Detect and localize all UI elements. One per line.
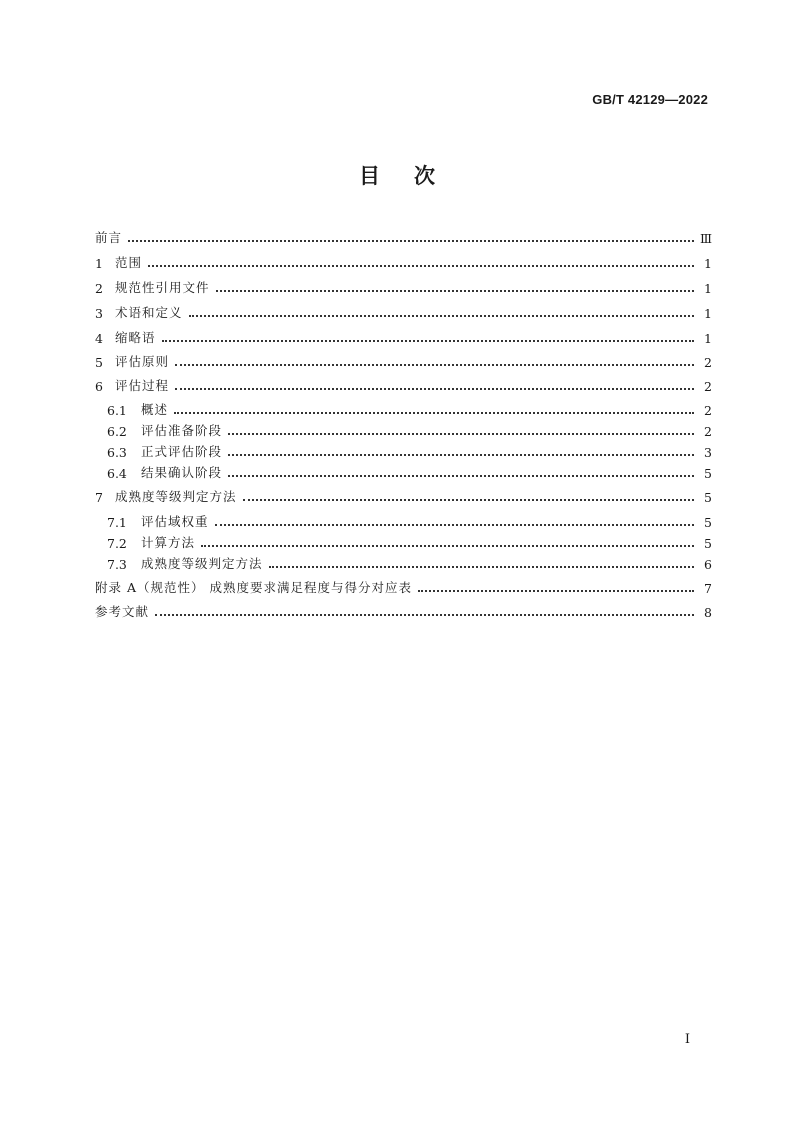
toc-label: 缩略语 (115, 330, 156, 345)
toc-entry-7-2[interactable] (107, 531, 712, 551)
toc-label: 术语和定义 (115, 305, 183, 320)
toc-entry-abbreviations[interactable] (95, 326, 712, 346)
toc-entry-bibliography[interactable] (95, 600, 712, 620)
toc-page: 2 (704, 403, 712, 418)
toc-page: 7 (704, 581, 712, 596)
toc-number: 5 (95, 355, 103, 370)
toc-entry-6-2[interactable] (107, 419, 712, 439)
toc-leader-dots (228, 475, 694, 477)
toc-label: 成熟度等级判定方法 (115, 489, 237, 504)
toc-leader-dots (201, 545, 694, 547)
toc-page: 8 (704, 605, 712, 620)
toc-label: 评估过程 (115, 378, 170, 393)
toc-page: 5 (704, 466, 712, 481)
toc-page: 3 (704, 445, 712, 460)
toc-page: 1 (704, 256, 712, 271)
toc-number: 3 (95, 306, 103, 321)
toc-leader-dots (128, 240, 694, 242)
toc-leader-dots (155, 614, 694, 616)
toc-label: 规范性引用文件 (115, 280, 210, 295)
toc-number: 6.2 (107, 424, 127, 439)
toc-page: 5 (704, 515, 712, 530)
toc-entry-6-3[interactable] (107, 440, 712, 460)
toc-label: 概述 (141, 402, 169, 417)
toc-number: 6 (95, 379, 103, 394)
toc-label: 正式评估阶段 (141, 444, 223, 459)
page-number: I (684, 1032, 690, 1047)
toc-leader-dots (269, 566, 694, 568)
toc-label: 附录 A（规范性） 成熟度要求满足程度与得分对应表 (95, 580, 412, 595)
toc-leader-dots (189, 315, 694, 317)
toc-leader-dots (228, 454, 694, 456)
toc-number: 6.1 (107, 403, 127, 418)
toc-entry-foreword[interactable] (95, 226, 712, 246)
toc-number: 7.2 (107, 536, 127, 551)
toc-leader-dots (175, 388, 694, 390)
toc-label: 结果确认阶段 (141, 465, 223, 480)
toc-page: 6 (704, 557, 712, 572)
toc-entry-terms[interactable] (95, 301, 712, 321)
toc-leader-dots (216, 290, 694, 292)
toc-leader-dots (228, 433, 694, 435)
toc-number: 6.3 (107, 445, 127, 460)
toc-leader-dots (418, 590, 694, 592)
toc-label: 前言 (95, 230, 123, 245)
toc-page: 5 (704, 490, 712, 505)
toc-page: Ⅲ (700, 231, 713, 246)
toc-label: 计算方法 (141, 535, 196, 550)
toc-leader-dots (174, 412, 694, 414)
toc-number: 6.4 (107, 466, 127, 481)
page-title: 目次 (359, 163, 469, 188)
toc-leader-dots (162, 340, 694, 342)
toc-page: 2 (704, 424, 712, 439)
toc-entry-process[interactable] (95, 374, 712, 394)
toc-number: 7.3 (107, 557, 127, 572)
toc-number: 2 (95, 281, 103, 296)
toc-leader-dots (175, 364, 694, 366)
toc-number: 7.1 (107, 515, 127, 530)
toc-leader-dots (215, 524, 694, 526)
toc-leader-dots (148, 265, 694, 267)
toc-label: 参考文献 (95, 604, 150, 619)
toc-entry-7-3[interactable] (107, 552, 712, 572)
toc-leader-dots (243, 499, 694, 501)
standard-number: GB/T 42129—2022 (592, 92, 708, 107)
toc-entry-appendix-a[interactable] (95, 576, 712, 596)
toc-entry-6-1[interactable] (107, 398, 712, 418)
toc-entry-normative-references[interactable] (95, 276, 712, 296)
toc-number: 1 (95, 256, 103, 271)
toc-page: 2 (704, 355, 712, 370)
toc-entry-7-1[interactable] (107, 510, 712, 530)
toc-page: 1 (704, 331, 712, 346)
toc-page: 2 (704, 379, 712, 394)
toc-label: 范围 (115, 255, 143, 270)
toc-page: 1 (704, 281, 712, 296)
toc-page: 5 (704, 536, 712, 551)
toc-label: 成熟度等级判定方法 (141, 556, 263, 571)
toc-number: 7 (95, 490, 103, 505)
toc-entry-principles[interactable] (95, 350, 712, 370)
toc-label: 评估原则 (115, 354, 170, 369)
toc-label: 评估域权重 (141, 514, 209, 529)
toc-number: 4 (95, 331, 103, 346)
toc-label: 评估准备阶段 (141, 423, 223, 438)
toc-page: 1 (704, 306, 712, 321)
toc-entry-6-4[interactable] (107, 461, 712, 481)
toc-entry-maturity-method[interactable] (95, 485, 712, 505)
toc-entry-scope[interactable] (95, 251, 712, 271)
